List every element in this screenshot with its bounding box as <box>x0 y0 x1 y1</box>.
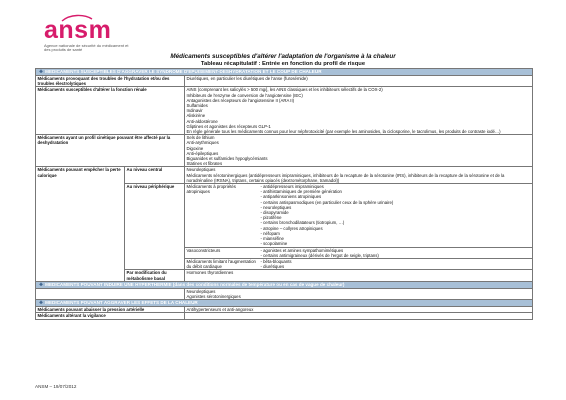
table-row <box>36 87 533 135</box>
section-title-1: MEDICAMENTS SUSCEPTIBLES D'AGGRAVER LE SYNDROME D'EPUISEMENT-DESHYDRATATION ET LE COUP DE CHALEUR <box>45 69 322 74</box>
row-content: Antihypertenseurs et anti-angoreux <box>185 307 533 313</box>
row-label: Médicaments provoquant des troubles de l'hydratation et/ou des troubles électrolytiques <box>36 76 185 87</box>
document-subtitle: Tableau récapitulatif : Entrée en fonction du profil de risque <box>200 61 366 67</box>
table-row <box>185 258 532 269</box>
list-item: - antiparkinsoniens atropiniques <box>260 194 322 200</box>
diamond-icon: ❖ <box>39 69 44 74</box>
list-item: Anti-aldostérone <box>186 118 218 124</box>
list-item: - scopolamine <box>260 241 288 247</box>
diamond-icon: ❖ <box>39 281 44 287</box>
document-title: Médicaments susceptibles d'altérer l'adaptation de l'organisme à la chaleur <box>170 53 396 60</box>
list-item: Sels de lithium <box>186 135 215 141</box>
sub-label: Médicaments limitant l'augmentation du débit cardiaque <box>186 258 256 270</box>
list-item: AINS (comprenant les salicylés > 500 mg/j, les AINS classiques et les inhibiteurs sélectifs de la COX-2) <box>186 87 383 93</box>
list-item: - bêta-bloquants <box>260 258 292 264</box>
section-header-row <box>36 69 533 76</box>
list-item: - certains bronchodilatateurs (tiotropium, …) <box>260 220 345 226</box>
row-content <box>185 288 533 299</box>
row-content <box>185 184 533 270</box>
section-title-2: MEDICAMENTS POUVANT INDUIRE UNE HYPERTHERMIE (dans des conditions normales de température ou en cas de vague de chaleur) <box>45 281 345 287</box>
list-item: Statines et fibrates <box>186 161 223 167</box>
section-header-row <box>36 300 533 307</box>
list-item: - antidépresseurs imipraminiques <box>260 184 324 190</box>
list-item: Sulfamides <box>186 103 208 109</box>
list-item: - atropine – collyres atropiniques <box>260 225 323 231</box>
logo-tagline: Agence nationale de sécurité du médicament et des produits de santé <box>44 43 129 53</box>
list-item: - diurétiques <box>260 264 285 270</box>
list-item: Neuroleptiques <box>186 288 216 294</box>
list-item: - mianséfine <box>260 236 284 242</box>
row-label: Médicaments pouvant empêcher la perte calorique <box>36 167 125 281</box>
footer-date: ANSM – 19/07/2012 <box>35 384 77 389</box>
row-content <box>185 167 533 184</box>
sub-label: Médicaments à propriétés atropiniques <box>185 184 259 247</box>
list-item: - certains antispasmodiques (en particulier ceux de la sphère urinaire) <box>260 199 394 205</box>
list-item: Indinavir <box>186 108 203 114</box>
list-item: Anti-épileptiques <box>186 150 219 156</box>
sub-label: Vasoconstricteurs <box>185 247 259 258</box>
list-item: Agonistes sérotoninergiques <box>186 293 241 299</box>
table-row <box>185 184 532 247</box>
table-row <box>36 135 533 167</box>
row-content: Diurétiques, en particulier les diurétiques de l'anse (furosémide) <box>185 76 533 87</box>
row-label: Médicaments susceptibles d'altérer la fonction rénale <box>36 87 185 135</box>
logo-wordmark: ansm <box>44 16 112 44</box>
list-item: - disopyramide <box>260 210 289 216</box>
list-item: Neuroleptiques <box>186 167 216 173</box>
row-content <box>185 135 533 167</box>
row-content <box>185 313 533 319</box>
row-label <box>36 288 185 299</box>
list-item: Médicaments sérotoninergiques (antidépresseurs imipraminiques, inhibiteurs de la recapture de la sérotonine (IRS), inhibiteurs de la recapture de la sérotonine et de la noradrénaline (IRSNA), triptans, certains opiacés (dextrométorphane, tramadol)) <box>186 172 505 183</box>
table-row <box>36 313 533 319</box>
row-label: Médicaments pouvant abaisser la pression artérielle <box>36 307 185 313</box>
list-item: Anti-arythmiques <box>186 140 219 146</box>
list-item: - pizotifène <box>260 215 282 221</box>
list-item: Gliptines et agonistes des récepteurs GLP-1 <box>186 123 271 129</box>
list-item: Inhibiteurs de l'enzyme de conversion de l'angiotensine (IEC) <box>186 92 303 98</box>
list-item: Biguanides et sulfamides hypoglycémiants <box>186 156 268 162</box>
table-row <box>36 288 533 299</box>
row-label: Médicaments altérant la vigilance <box>36 313 185 319</box>
list-item: Antagonistes des récepteurs de l'angiotensine II (ARA II) <box>186 97 295 103</box>
table-row <box>36 76 533 87</box>
sub-label: Au niveau périphérique <box>125 184 185 270</box>
list-item: - néfopam <box>260 230 280 236</box>
row-content <box>185 87 533 135</box>
sub-label: Au niveau central <box>125 167 185 184</box>
list-item: - antihistaminiques de première génération <box>260 189 342 195</box>
table-row <box>36 167 533 184</box>
list-item: En règle générale tous les médicaments connus pour leur néphrotoxicité (par exemple les aminosides, la ciclosporine, le tacrolimus, les produits de contraste iodé…) <box>186 129 501 135</box>
list-item: Aliskirène <box>186 113 206 119</box>
summary-table <box>35 68 533 320</box>
section-title-3: MEDICAMENTS POUVANT AGGRAVER LES EFFETS DE LA CHALEUR <box>45 300 198 306</box>
peripheral-subtable <box>185 184 532 269</box>
ansm-logo <box>44 16 154 53</box>
list-item: - neuroleptiques <box>260 204 292 210</box>
list-item: - agonistes et amines sympathomimétiques <box>260 247 344 253</box>
section-header-row <box>36 281 533 288</box>
row-content: Hormones thyroïdiennes <box>185 270 533 281</box>
list-item: - certains antimigraineux (dérivés de l'ergot de seigle, triptans) <box>260 252 379 258</box>
sub-label: Par modification du métabolisme basal <box>125 270 185 281</box>
diamond-icon: ❖ <box>39 300 44 306</box>
row-label: Médicaments ayant un profil cinétique pouvant être affecté par la deshydratation <box>36 135 185 167</box>
list-item: Digoxine <box>186 145 204 151</box>
table-row <box>185 247 532 258</box>
